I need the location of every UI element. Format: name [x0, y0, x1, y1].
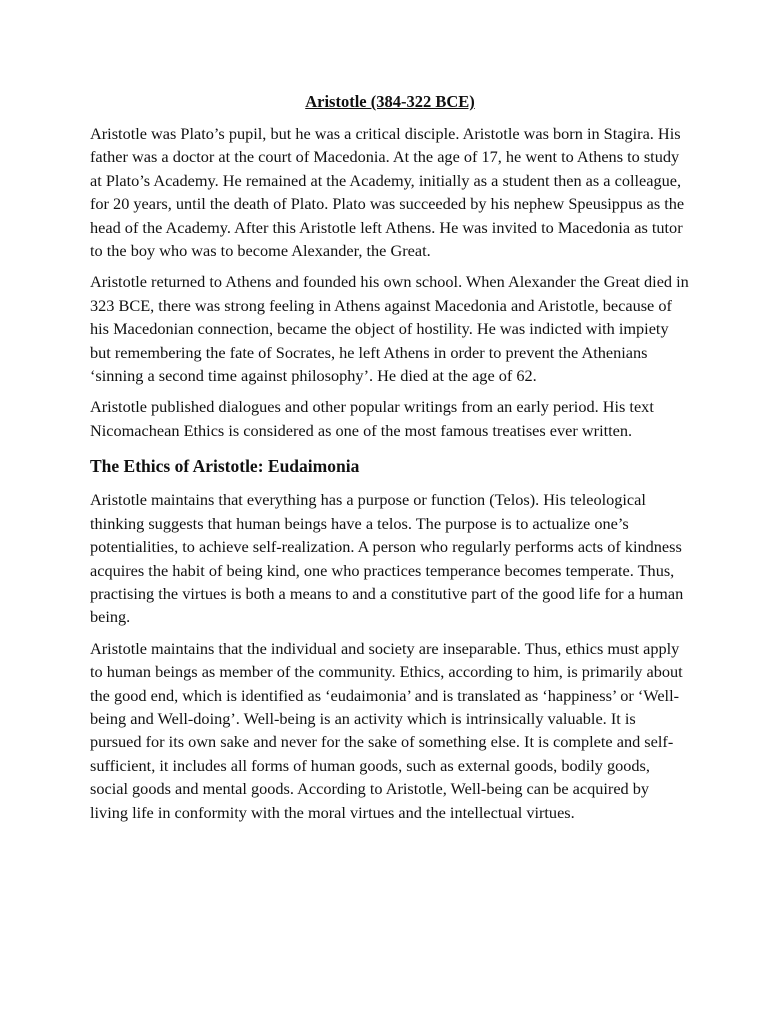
section-heading-ethics: The Ethics of Aristotle: Eudaimonia — [90, 456, 360, 477]
paragraph-eudaimonia: Aristotle maintains that the individual and society are inseparable. Thus, ethics must apply to human beings as member of the community. Ethics, according to him, is primarily about the good end, which is identified as ‘eudaimonia’ and is translated as ‘happiness’ or ‘Well-being and Well-doing’. Well-being is an activity which is intrinsically valuable. It is pursued for its own sake and never for the sake of something else. It is complete and self-sufficient, it includes all forms of human goods, such as external goods, bodily goods, social goods and mental goods. According to Aristotle, Well-being can be acquired by living life in conformity with the moral virtues and the intellectual virtues. — [90, 638, 683, 822]
document-title: Aristotle (384-322 BCE) — [305, 92, 475, 111]
paragraph-telos: Aristotle maintains that everything has a purpose or function (Telos). His teleological thinking suggests that human beings have a telos. The purpose is to actualize one’s potentialities, to achieve self-realization. A person who regularly performs acts of kindness acquires the habit of being kind, one who practices temperance becomes temperate. Thus, practising the virtues is both a means to and a constitutive part of the good life for a human being. — [90, 490, 684, 627]
paragraph-writings: Aristotle published dialogues and other popular writings from an early period. His text Nicomachean Ethics is considered as one of the most famous treatises ever written. — [90, 397, 654, 440]
paragraph-biography: Aristotle was Plato’s pupil, but he was a critical disciple. Aristotle was born in Stagira. His father was a doctor at the court of Macedonia. At the age of 17, he went to Athens to study at Plato’s Academy. He remained at the Academy, initially as a student then as a colleague, for 20 years, until the death of Plato. Plato was succeeded by his nephew Speusippus as the head of the Academy. After this Aristotle left Athens. He was invited to Macedonia as tutor to the boy who was to become Alexander, the Great. — [90, 124, 685, 261]
paragraph-return-to-athens: Aristotle returned to Athens and founded his own school. When Alexander the Great died in 323 BCE, there was strong feeling in Athens against Macedonia and Aristotle, because of his Macedonian connection, became the object of hostility. He was indicted with impiety but remembering the fate of Socrates, he left Athens in order to prevent the Athenians ‘sinning a second time against philosophy’. He died at the age of 62. — [90, 272, 689, 386]
document-page — [90, 90, 690, 832]
